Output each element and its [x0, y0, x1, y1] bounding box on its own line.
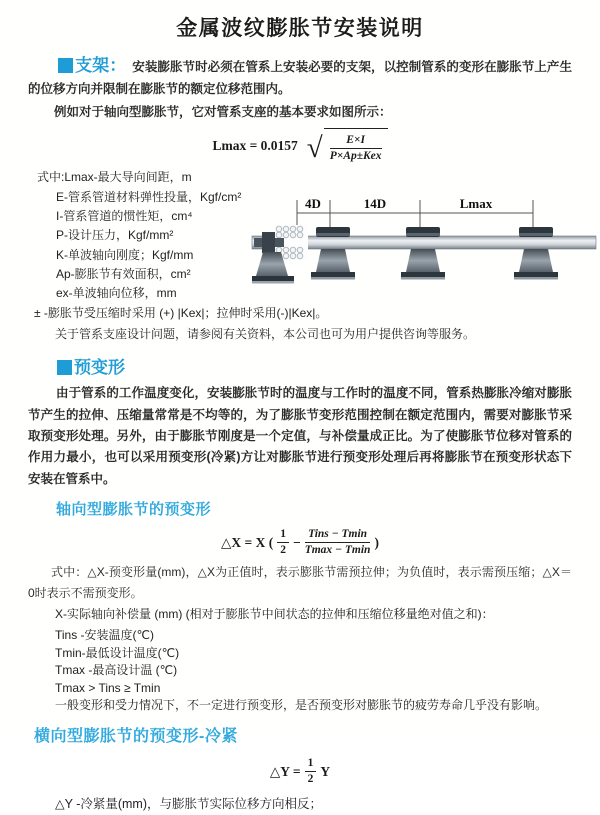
predeform-paragraph: 由于管系的工作温度变化，安装膨胀节时的温度与工作时的温度不同，管系热膨胀冷缩对膨胀节产生的拉伸、压缩量常常是不均等的，为了膨胀节变形范围控制在额定范围内，需要对膨胀节采取预变形处理。另外，由于膨胀节刚度是一个定值，与补偿量成正比。为了使膨胀节位移对管系的作用力最小，也可以采用预变形(冷紧)方让对膨胀节进行预变形处理后再将膨胀节在预变形状态下安装在管系中。: [28, 386, 572, 486]
sqrt-body: [324, 128, 388, 163]
axial-note-tmin: Tmin-最低设计温度(℃): [55, 645, 180, 660]
guide-support: [401, 227, 445, 280]
lmax-formula-numerator: E×I: [330, 134, 382, 149]
axial-formula-lhs: △X = X (: [221, 534, 274, 550]
definition-line: P-设计压力，Kgf/mm²: [56, 228, 174, 243]
axial-note-tins: Tins -安装温度(℃): [55, 627, 155, 642]
one-half-fraction: $\frac{1}{2}$: [305, 757, 317, 786]
guide-support: [514, 227, 558, 280]
definitions-and-diagram: [0, 168, 600, 301]
support-example-line: 例如对于轴向型膨胀节，它对管系支座的基本要求如图所示：: [54, 105, 392, 119]
definition-line: 式中:Lmax-最大导向间距，m: [37, 170, 192, 185]
lateral-note: △Y -冷紧量(mm)，与膨胀节实际位移方向相反；: [55, 797, 323, 812]
definition-line: E-管系管道材料弹性投量，Kgf/cm²: [56, 189, 242, 204]
lmax-formula-lhs: Lmax = 0.0157: [212, 137, 298, 153]
lateral-formula-rhs: Y: [320, 763, 331, 779]
dimension-label-14d: 14D: [363, 196, 387, 212]
predeform-heading-text: 预变形: [74, 358, 125, 378]
one-half-fraction: $\frac{1}{2}$: [277, 528, 289, 557]
lmax-formula: [0, 128, 600, 163]
definition-line: K-单波轴向刚度；Kgf/mm: [56, 247, 194, 262]
support-section-heading: 支架：: [75, 56, 127, 75]
page-title: 金属波纹膨胀节安装说明: [176, 17, 424, 40]
support-intro-paragraph: [28, 55, 572, 100]
minus-sign: −: [293, 534, 301, 550]
axial-note-inequality: Tmax > Tins ≥ Tmin: [55, 680, 161, 695]
lmax-formula-denominator: P×Ap±Kex: [329, 150, 382, 163]
sqrt-radical-icon: √: [306, 131, 323, 164]
axial-predeform-formula: [0, 528, 600, 557]
axial-subheading: 轴向型膨胀节的预变形: [56, 500, 212, 518]
pipe-support-spacing-diagram: [250, 192, 598, 294]
definition-line: Ap-膨胀节有效面积，cm²: [56, 266, 191, 281]
section-bullet-icon: [58, 58, 73, 73]
definition-line: I-管系管道的惯性矩，cm⁴: [56, 209, 193, 224]
dimension-label-4d: 4D: [305, 196, 321, 212]
axial-formula-rhs: ): [374, 534, 379, 550]
lateral-formula-lhs: △Y =: [269, 763, 301, 779]
predeform-section-heading: [57, 353, 600, 378]
consult-note: 关于管系支座设计问题，请参阅有关资料，本公司也可为用户提供咨询等服务。: [55, 327, 476, 342]
guide-support: [311, 227, 355, 280]
support-intro-text: 安装膨胀节时必须在管系上安装必要的支架，以控制管系的变形在膨胀节上产生的位移方向并限制在膨胀节的额定位移范围内。: [28, 60, 572, 96]
definition-line: ex-单波轴向位移，mm: [56, 286, 177, 301]
section-bullet-icon: [57, 360, 72, 375]
lateral-predeform-formula: [0, 757, 600, 786]
lateral-subheading: 横向型膨胀节的预变形-冷紧: [34, 727, 238, 745]
dimension-label-lmax: Lmax: [459, 196, 493, 212]
axial-note-x: X-实际轴向补偿量 (mm) (相对于膨胀节中间状态的拉伸和压缩位移量绝对值之和)：: [55, 607, 494, 622]
axial-note-definition: 式中：△X-预变形量(mm)，△X为正值时，表示膨胀节需预拉伸；为负值时，表示需预压缩；△X＝0时表示不需预变形。: [28, 565, 572, 600]
axial-note-general: 一般变形和受力情况下，不一定进行预变形，是否预变形对膨胀节的疲劳寿命几乎没有影响。: [55, 698, 548, 713]
temperature-fraction: $\frac{\text{Tins − Tmin}}{Tmax - Tmin}$: [304, 527, 371, 557]
plus-minus-note: ± -膨胀节受压缩时采用 (+) |Kex|；拉伸时采用(-)|Kex|。: [34, 306, 328, 321]
axial-note-tmax: Tmax -最高设计温 (℃): [55, 663, 178, 678]
